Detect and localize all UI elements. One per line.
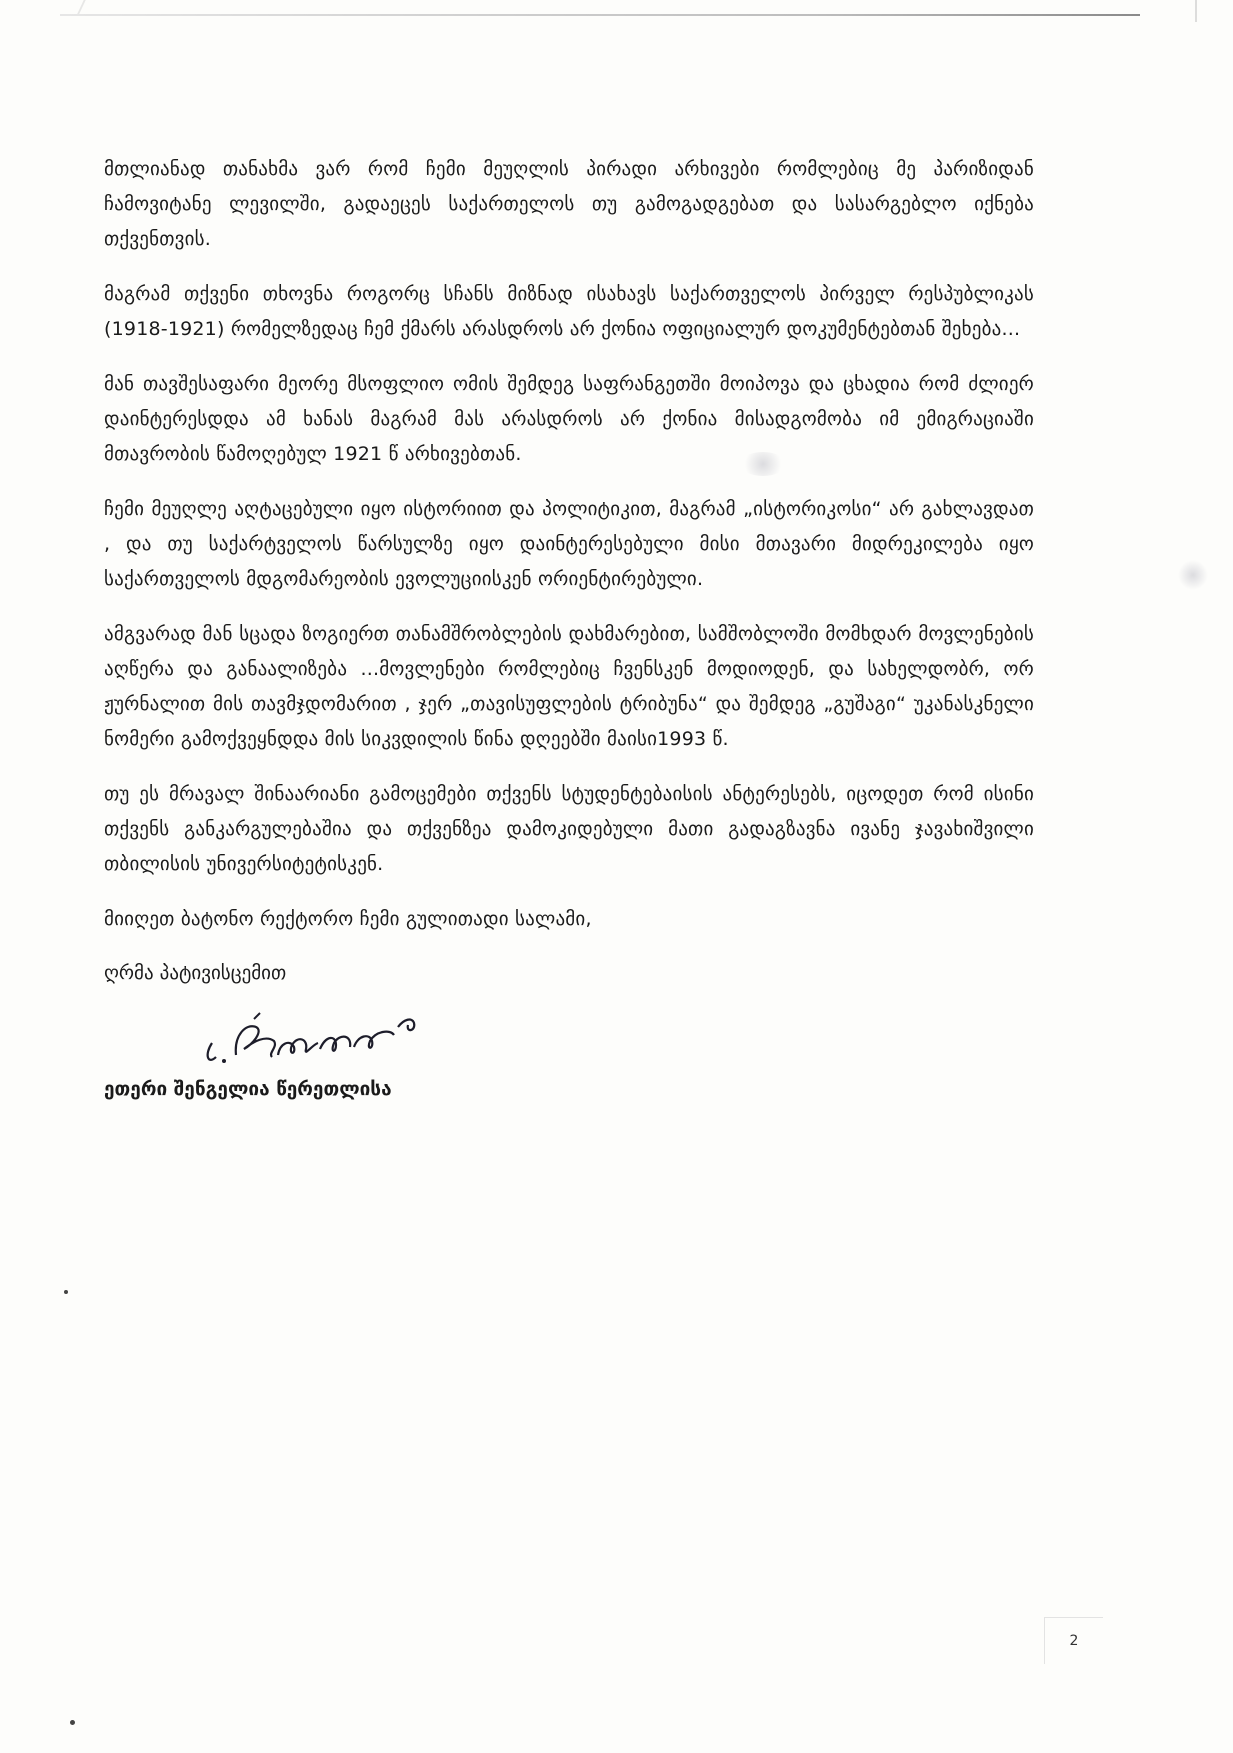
- scan-smudge: [740, 452, 786, 476]
- scan-dust-dot-bottom: [70, 1720, 75, 1725]
- paragraph-5: ამგვარად მან სცადა ზოგიერთ თანამშრობლების დახმარებით, სამშობლოში მომხდარ მოვლენების აღწერა და განაალიზება ...მოვლენები რომლებიც ჩვენსკენ მოდიოდენ, და სახელდობრ, ორ ჟურნალით მის თავმჯდომარით , ჯერ „თავისუფლების ტრიბუნა“ და შემდეგ „გუშაგი“ უკანასკნელი ნომერი გამოქვეყნდდა მის სიკვდილის წინა დღეებში მაისი1993 წ.: [104, 623, 1034, 750]
- paragraph-2: მაგრამ თქვენი თხოვნა როგორც სჩანს მიზნად ისახავს საქართველოს პირველ რესპუბლიკას (1918-1921) რომელზედაც ჩემ ქმარს არასდროს არ ქონია ოფიციალურ დოკუმენტებთან შეხება...: [104, 283, 1034, 340]
- signature-icon: [194, 1005, 434, 1075]
- closing-phrase: ღრმა პატივისცემით: [104, 962, 287, 984]
- paragraph-3: მან თავშესაფარი მეორე მსოფლიო ომის შემდეგ საფრანგეთში მოიპოვა და ცხადია რომ ძლიერ დაინტერესდდა ამ ხანას მაგრამ მას არასდროს არ ქონია მისადგომობა იმ ემიგრაციაში მთავრობის წამოღებულ 1921 წ არხივებთან.: [104, 373, 1034, 465]
- paragraph-1: მთლიანად თანახმა ვარ რომ ჩემი მეუღლის პირადი არხივები რომლებიც მე პარიზიდან ჩამოვიტანე ლევილში, გადაეცეს საქართელოს თუ გამოგადგებათ და სასარგებლო იქნება თქვენთვის.: [104, 158, 1034, 250]
- scan-dust-dot: [64, 1290, 68, 1294]
- handwritten-signature: [104, 1011, 1034, 1073]
- greeting-line: მიიღეთ ბატონო რექტორო ჩემი გულითადი სალამი,: [104, 908, 592, 930]
- paragraph-4: ჩემი მეუღლე აღტაცებული იყო ისტორიით და პოლიტიკით, მაგრამ „ისტორიკოსი“ არ გახლავდათ , და თუ საქარტველოს წარსულზე იყო დაინტერესებული მისი მთავარი მიდრეკილება იყო საქართველოს მდგომარეობის ევოლუციისკენ ორიენტირებული.: [104, 498, 1034, 590]
- paragraph-6: თუ ეს მრავალ შინაარიანი გამოცემები თქვენს სტუდენტებაისის ანტერესებს, იცოდეთ რომ ისინი თქვენს განკარგულებაშია და თქვენზეა დამოკიდებული მათი გადაგზავნა ივანე ჯავახიშვილი თბილისის უნივერსიტეტისკენ.: [104, 783, 1034, 875]
- scan-edge-mark-right: [1195, 0, 1207, 22]
- letter-body: [104, 152, 1034, 1105]
- scan-top-border: [60, 14, 1140, 16]
- scan-smudge-right: [1178, 560, 1208, 590]
- signer-name: ეთერი შენგელია წერეთლისა: [104, 1078, 392, 1100]
- page-number: 2: [1044, 1617, 1103, 1664]
